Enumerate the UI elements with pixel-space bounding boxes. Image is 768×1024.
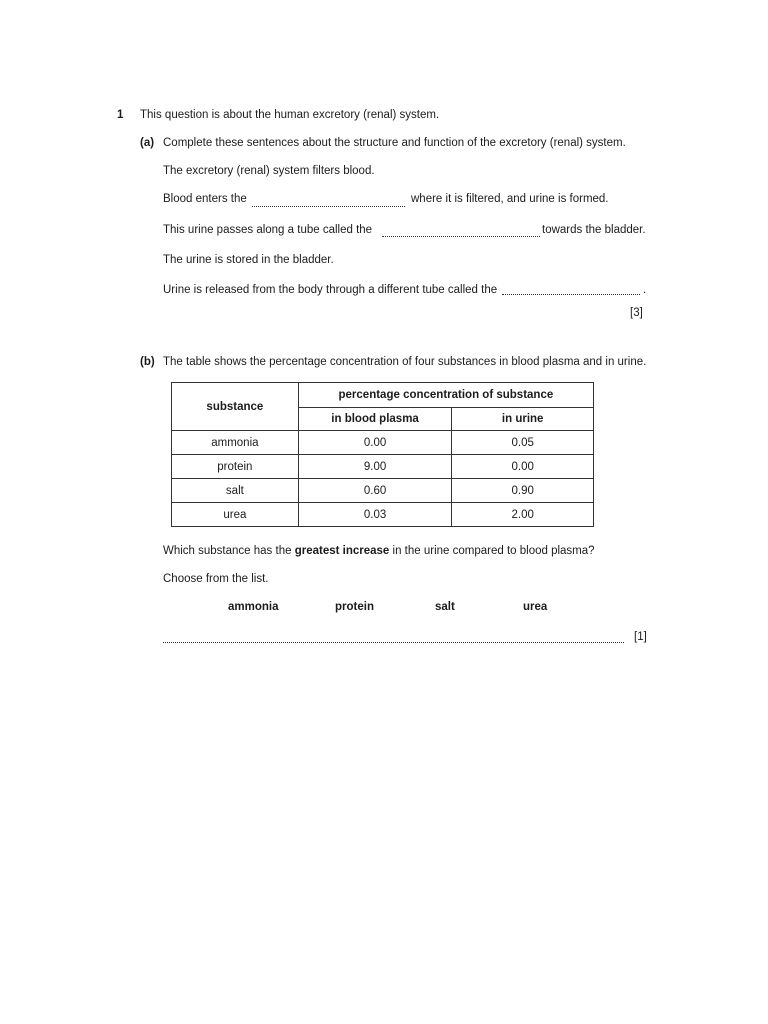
cell-substance: ammonia [172, 431, 299, 455]
cell-substance: protein [172, 455, 299, 479]
question-intro: This question is about the human excretory (renal) system. [140, 109, 440, 121]
option-salt: salt [435, 601, 455, 613]
cell-urine: 0.05 [452, 431, 594, 455]
sentence-urine-stored: The urine is stored in the bladder. [163, 254, 334, 266]
header-in-blood-plasma: in blood plasma [298, 408, 452, 431]
answer-blank-release-tube[interactable] [502, 294, 640, 295]
part-a-marks: [3] [630, 307, 643, 319]
header-substance: substance [172, 383, 299, 431]
question-number: 1 [117, 109, 124, 121]
part-b-marks: [1] [634, 631, 647, 643]
sentence-urine-released-end: . [643, 284, 647, 296]
cell-urine: 2.00 [452, 503, 594, 527]
question-greatest-increase [163, 545, 595, 557]
part-b-intro: The table shows the percentage concentration of four substances in blood plasma and in urine. [163, 356, 647, 368]
sentence-blood-enters-start: Blood enters the [163, 193, 247, 205]
part-a-label: (a) [140, 137, 155, 149]
question-text-bold: greatest increase [294, 545, 390, 557]
cell-plasma: 0.00 [298, 431, 452, 455]
header-in-urine: in urine [452, 408, 594, 431]
question-text-start: Which substance has the [163, 545, 292, 557]
cell-substance: urea [172, 503, 299, 527]
cell-urine: 0.00 [452, 455, 594, 479]
sentence-blood-enters-end: where it is filtered, and urine is formed. [411, 193, 609, 205]
option-ammonia: ammonia [228, 601, 279, 613]
answer-line-substance[interactable] [163, 642, 624, 643]
part-b-label: (b) [140, 356, 155, 368]
sentence-urine-passes-start: This urine passes along a tube called the [163, 224, 373, 236]
question-text-end: in the urine compared to blood plasma? [392, 545, 595, 557]
table-row [172, 479, 594, 503]
table-row [172, 431, 594, 455]
table-row [172, 503, 594, 527]
cell-urine: 0.90 [452, 479, 594, 503]
cell-substance: salt [172, 479, 299, 503]
option-protein: protein [335, 601, 374, 613]
part-a-instruction: Complete these sentences about the structure and function of the excretory (renal) system. [163, 137, 626, 149]
table-row [172, 455, 594, 479]
header-percentage-concentration: percentage concentration of substance [298, 383, 593, 408]
sentence-filters-blood: The excretory (renal) system filters blood. [163, 165, 375, 177]
concentration-table [171, 382, 594, 527]
answer-blank-tube-to-bladder[interactable] [382, 236, 540, 237]
option-urea: urea [523, 601, 548, 613]
cell-plasma: 0.03 [298, 503, 452, 527]
answer-blank-organ[interactable] [252, 206, 405, 207]
sentence-urine-passes-end: towards the bladder. [542, 224, 646, 236]
cell-plasma: 9.00 [298, 455, 452, 479]
choose-instruction: Choose from the list. [163, 573, 269, 585]
sentence-urine-released-start: Urine is released from the body through a different tube called the [163, 284, 498, 296]
cell-plasma: 0.60 [298, 479, 452, 503]
